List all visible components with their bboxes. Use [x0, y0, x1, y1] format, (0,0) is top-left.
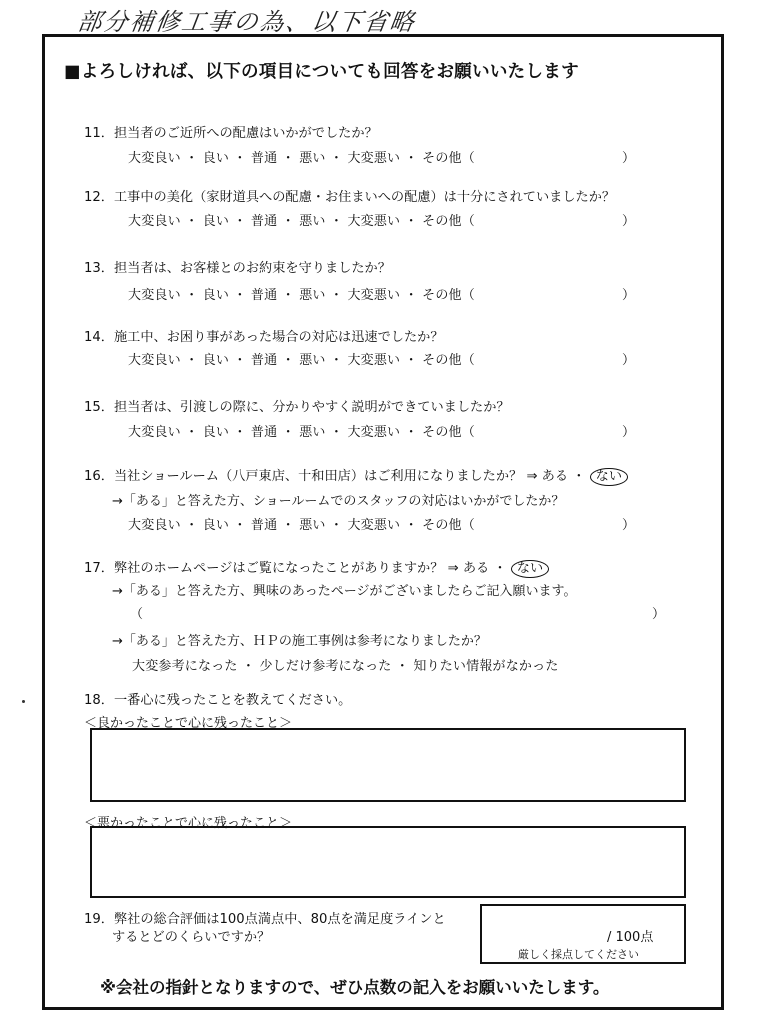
options-16[interactable]: 大変良い ・ 良い ・ 普通 ・ 悪い ・ 大変悪い ・ その他（: [128, 518, 475, 533]
options-12[interactable]: 大変良い ・ 良い ・ 普通 ・ 悪い ・ 大変悪い ・ その他（: [128, 214, 475, 229]
stray-mark: [22, 700, 25, 703]
options-14[interactable]: 大変良い ・ 良い ・ 普通 ・ 悪い ・ 大変悪い ・ その他（: [128, 353, 475, 368]
footer-note: ※会社の指針となりますので、ぜひ点数の記入をお願いいたします。: [100, 978, 610, 997]
question-12: 12．工事中の美化（家財道具への配慮・お住まいへの配慮）は十分にされていましたか？: [84, 190, 616, 205]
close-paren-15: ）: [622, 425, 636, 440]
question-14: 14．施工中、お困り事があった場合の対応は迅速でしたか？: [84, 330, 444, 345]
close-paren-13: ）: [622, 288, 636, 303]
question-15: 15．担当者は、引渡しの際に、分かりやすく説明ができていましたか？: [84, 400, 510, 415]
score-note: 厳しく採点してください: [518, 948, 639, 961]
good-memory-label: ＜良かったことで心に残ったこと＞: [84, 716, 293, 731]
question-13: 13．担当者は、お客様とのお約束を守りましたか？: [84, 261, 391, 276]
question-16: [84, 465, 628, 486]
close-paren-17: ）: [652, 607, 666, 622]
question-17-text: 17．弊社のホームページはご覧になったことがありますか？ ⇒ ある ・: [84, 561, 507, 576]
answer-circled-nai-17[interactable]: ない: [511, 560, 549, 578]
question-19-line1: 19．弊社の総合評価は100点満点中、80点を満足度ラインと: [84, 912, 446, 927]
bad-memory-box[interactable]: [90, 826, 686, 898]
answer-circled-nai-16[interactable]: ない: [590, 468, 628, 486]
followup-17a: →「ある」と答えた方、興味のあったページがございましたらご記入願います。: [112, 584, 577, 599]
handwritten-note: 部分補修工事の為、以下省略: [75, 8, 418, 36]
score-box[interactable]: [480, 904, 686, 964]
question-19-line2: するとどのくらいですか？: [112, 930, 271, 945]
options-13[interactable]: 大変良い ・ 良い ・ 普通 ・ 悪い ・ 大変悪い ・ その他（: [128, 288, 475, 303]
section-heading: ■よろしければ、以下の項目についても回答をお願いいたします: [64, 62, 579, 82]
question-11: 11．担当者のご近所への配慮はいかがでしたか？: [84, 126, 378, 141]
question-16-text: 16．当社ショールーム（八戸東店、十和田店）はご利用になりましたか？ ⇒ ある ・: [84, 469, 586, 484]
followup-17b: →「ある」と答えた方、ＨＰの施工事例は参考になりましたか？: [112, 634, 487, 649]
options-17[interactable]: 大変参考になった ・ 少しだけ参考になった ・ 知りたい情報がなかった: [132, 659, 559, 674]
close-paren-11: ）: [622, 151, 636, 166]
open-paren-17: （: [130, 607, 144, 622]
options-11[interactable]: 大変良い ・ 良い ・ 普通 ・ 悪い ・ 大変悪い ・ その他（: [128, 151, 475, 166]
question-17: [84, 557, 549, 578]
options-15[interactable]: 大変良い ・ 良い ・ 普通 ・ 悪い ・ 大変悪い ・ その他（: [128, 425, 475, 440]
question-18: 18．一番心に残ったことを教えてください。: [84, 693, 352, 708]
close-paren-12: ）: [622, 214, 636, 229]
score-suffix: / 100点: [607, 930, 654, 945]
close-paren-14: ）: [622, 353, 636, 368]
good-memory-box[interactable]: [90, 728, 686, 802]
bad-memory-label: ＜悪かったことで心に残ったこと＞: [84, 816, 293, 831]
close-paren-16: ）: [622, 518, 636, 533]
followup-16: →「ある」と答えた方、ショールームでのスタッフの対応はいかがでしたか？: [112, 494, 565, 509]
